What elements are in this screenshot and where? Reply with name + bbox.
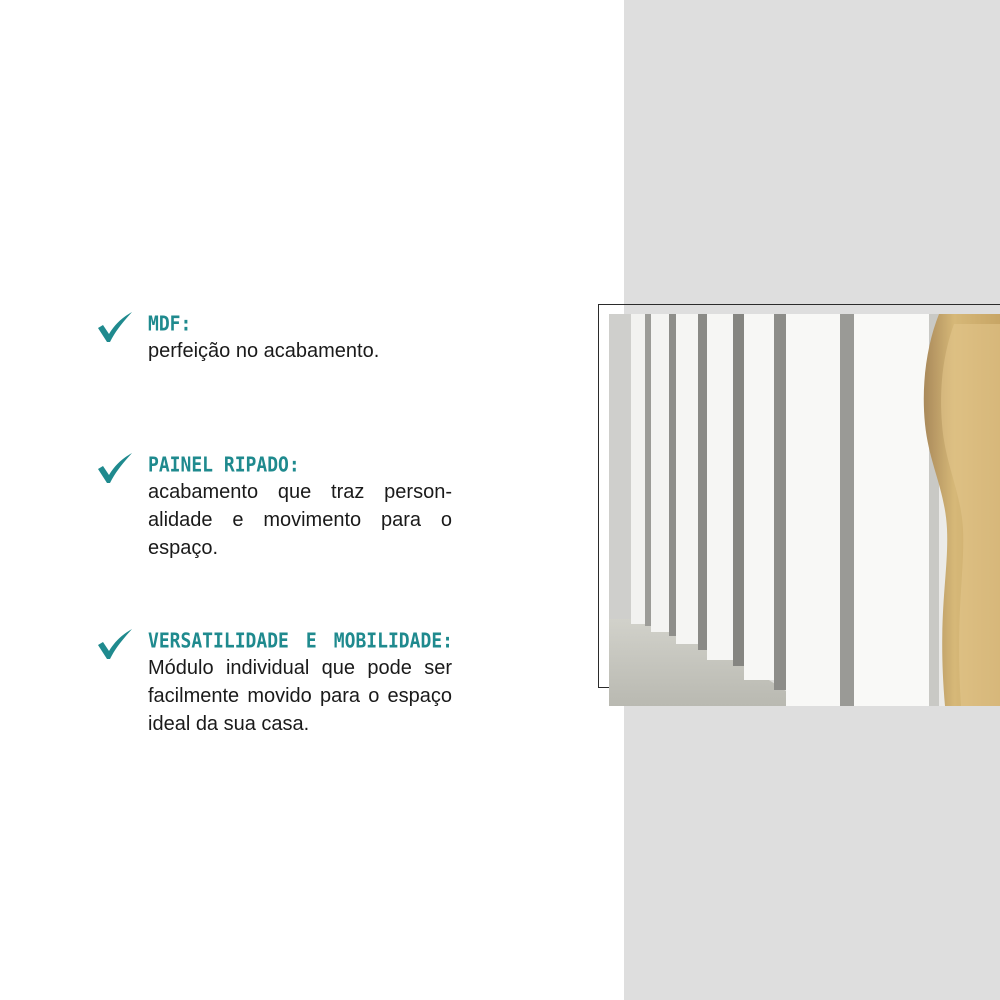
feature-title: VERSATILIDADE E MOBILIDADE:	[148, 629, 453, 654]
feature-title: PAINEL RIPADO:	[148, 453, 300, 478]
feature-description: Módulo individual que pode ser facilmente movido para o espaço ideal da sua casa.	[148, 657, 452, 735]
checkmark-icon	[96, 312, 134, 346]
slatted-panel-illustration	[609, 314, 1000, 706]
checkmark-icon	[96, 453, 134, 487]
checkmark-icon	[96, 629, 134, 663]
feature-description: acabamento que traz person-alidade e movimento para o espaço.	[148, 481, 452, 559]
feature-title: MDF:	[148, 312, 192, 337]
feature-description: perfeição no acabamento.	[148, 340, 380, 362]
product-photo	[609, 314, 1000, 706]
